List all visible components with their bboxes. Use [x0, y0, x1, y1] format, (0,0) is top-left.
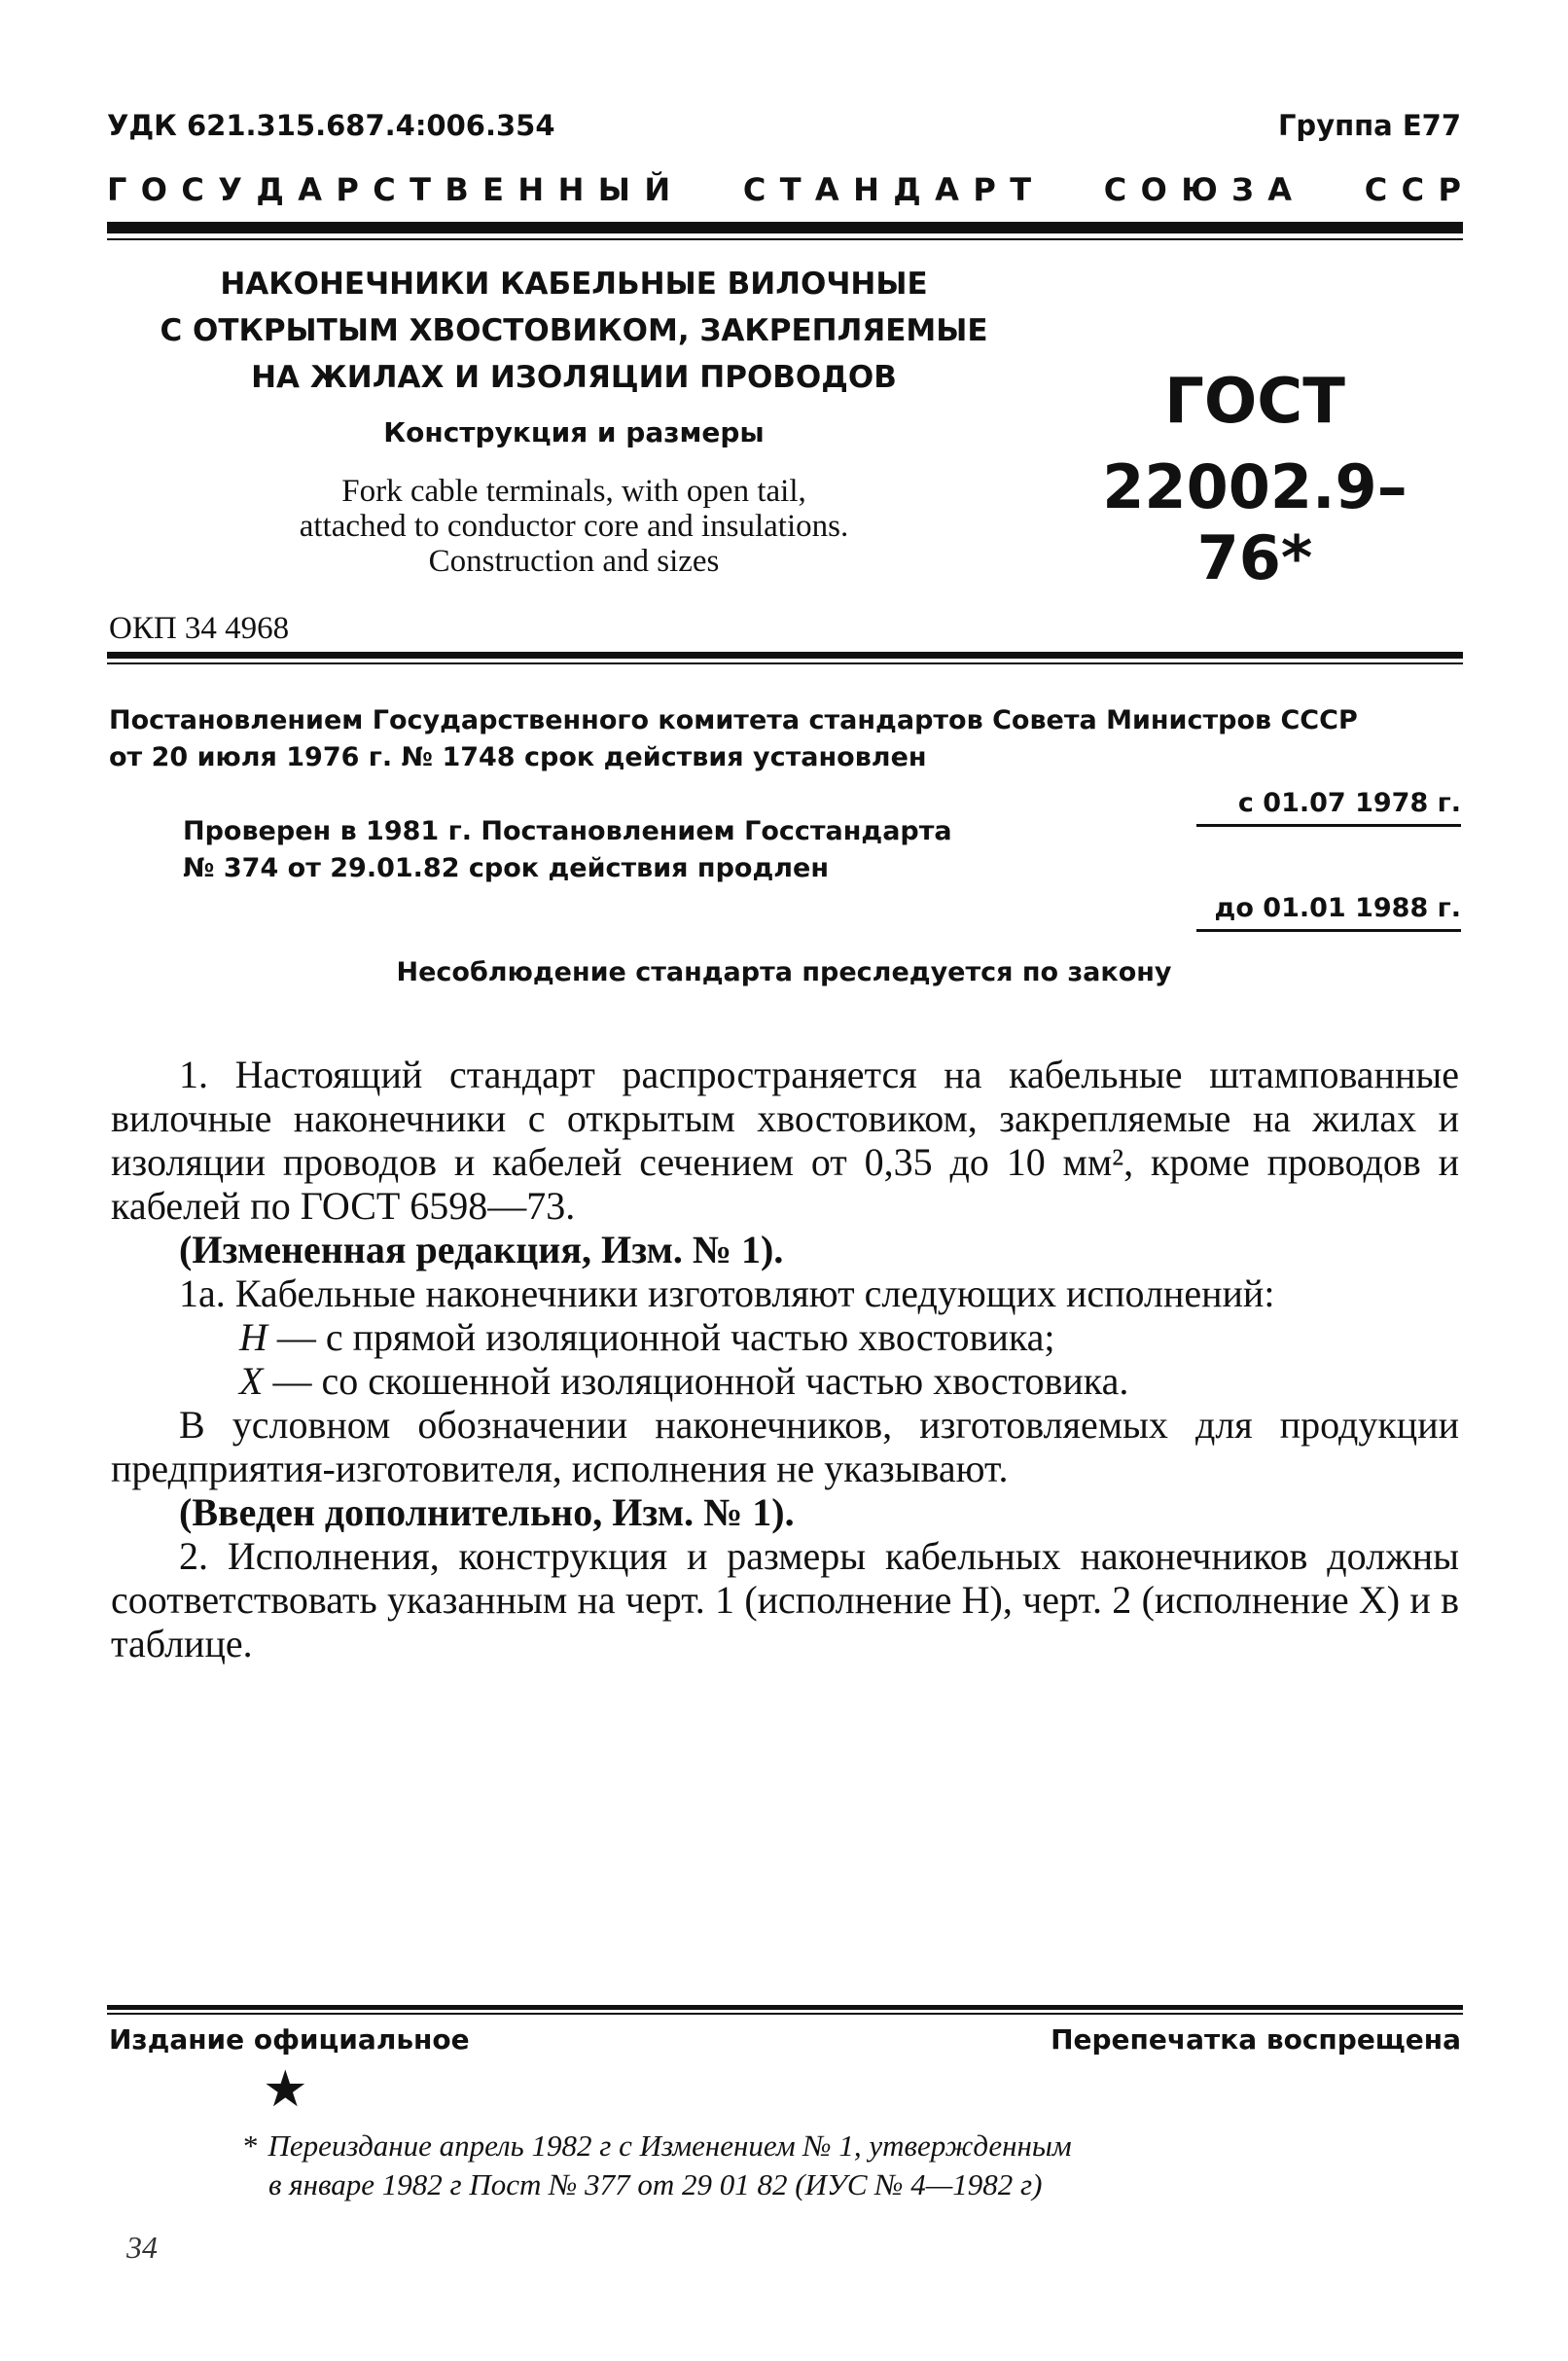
penalty-notice: Несоблюдение стандарта преследуется по закону: [396, 957, 1172, 987]
state-standard-word: СТАНДАРТ: [742, 171, 1046, 208]
reprint-prohibited: Перепечатка воспрещена: [1051, 2023, 1461, 2056]
variant-x: [111, 1359, 1459, 1403]
variant-description: — с прямой изоляционной частью хвостовика;: [267, 1315, 1055, 1359]
paragraph-1a: 1а. Кабельные наконечники изготовляют следующих исполнений:: [179, 1271, 1275, 1315]
footnote-mark: *: [243, 2128, 259, 2163]
header-rule-thick: [107, 222, 1463, 233]
checked-text: [183, 813, 952, 887]
title-block: [146, 261, 1002, 579]
footer-rule-thick: [107, 2005, 1463, 2010]
footnote-line: в январе 1982 г Пост № 377 от 29 01 82 (ИУС № 4—1982 г): [268, 2167, 1043, 2201]
footnote-text: Переиздание апрель 1982 г с Изменением № 1, утвержденным: [267, 2128, 1072, 2163]
okp-code: ОКП 34 4968: [109, 611, 290, 646]
date-effective: [1196, 788, 1461, 827]
date-extended: [1196, 893, 1461, 932]
date-effective-text: с 01.07 1978 г.: [1237, 788, 1461, 818]
title-line: НА ЖИЛАХ И ИЗОЛЯЦИИ ПРОВОДОВ: [251, 360, 897, 395]
decree-text: [109, 702, 1461, 776]
decree-line: Постановлением Государственного комитета стандартов Совета Министров СССР: [109, 705, 1358, 735]
body-text: [111, 1053, 1459, 1665]
date-underline: [1196, 824, 1461, 827]
state-standard-word: СОЮЗА: [1103, 171, 1306, 208]
paragraph-1: 1. Настоящий стандарт распространяется на кабельные штампованные вилочные наконечники с открытым хвостовиком, закрепляемые на жилах и изоляции проводов и кабелей сечением от 0,35 до 10 мм², кроме проводов и кабелей по ГОСТ 6598—73.: [111, 1053, 1459, 1228]
english-title-line: Construction and sizes: [428, 544, 720, 579]
english-title: [146, 474, 1002, 579]
subtitle: Конструкция и размеры: [383, 416, 765, 448]
group-code: Группа Е77: [1277, 109, 1461, 142]
state-standard-heading: [107, 171, 1476, 208]
amendment-note: (Введен дополнительно, Изм. № 1).: [179, 1490, 795, 1534]
section-rule-thin: [107, 662, 1463, 664]
variant-h: [111, 1315, 1459, 1359]
footnote: [243, 2127, 1072, 2204]
title-line: С ОТКРЫТЫМ ХВОСТОВИКОМ, ЗАКРЕПЛЯЕМЫЕ: [160, 313, 988, 348]
gost-number: 22002.9–76*: [1102, 451, 1408, 593]
section-rule-thick: [107, 652, 1463, 659]
paragraph-designation: В условном обозначении наконечников, изготовляемых для продукции предприятия-изготовителя, исполнения не указывают.: [111, 1403, 1459, 1490]
header-rule-thin: [107, 238, 1463, 240]
variant-letter: Н: [239, 1315, 267, 1359]
date-underline: [1196, 929, 1461, 932]
star-icon: ★: [263, 2060, 308, 2119]
title-line: НАКОНЕЧНИКИ КАБЕЛЬНЫЕ ВИЛОЧНЫЕ: [220, 267, 928, 302]
footnote-line: [243, 2127, 1072, 2165]
english-title-line: Fork cable terminals, with open tail,: [341, 474, 806, 509]
checked-line: Проверен в 1981 г. Постановлением Госстандарта: [183, 816, 952, 846]
state-standard-word: ГОСУДАРСТВЕННЫЙ: [107, 171, 685, 208]
variant-description: — со скошенной изоляционной частью хвостовика.: [263, 1359, 1129, 1403]
checked-line: № 374 от 29.01.82 срок действия продлен: [183, 853, 829, 883]
amendment-note: (Измененная редакция, Изм. № 1).: [179, 1228, 784, 1271]
english-title-line: attached to conductor core and insulations.: [299, 509, 849, 544]
variant-letter: Х: [239, 1359, 264, 1403]
paragraph-2: 2. Исполнения, конструкция и размеры кабельных наконечников должны соответствовать указанным на черт. 1 (исполнение Н), черт. 2 (исполнение Х) и в таблице.: [111, 1534, 1459, 1665]
state-standard-word: ССР: [1364, 171, 1476, 208]
official-edition: Издание официальное: [109, 2023, 470, 2056]
footer-rule-thin: [107, 2013, 1463, 2015]
decree-line: от 20 июля 1976 г. № 1748 срок действия установлен: [109, 742, 927, 772]
udk-code: УДК 621.315.687.4:006.354: [107, 109, 555, 142]
page-number: 34: [126, 2230, 158, 2265]
gost-label: ГОСТ: [1164, 366, 1345, 438]
date-extended-text: до 01.01 1988 г.: [1214, 893, 1461, 923]
